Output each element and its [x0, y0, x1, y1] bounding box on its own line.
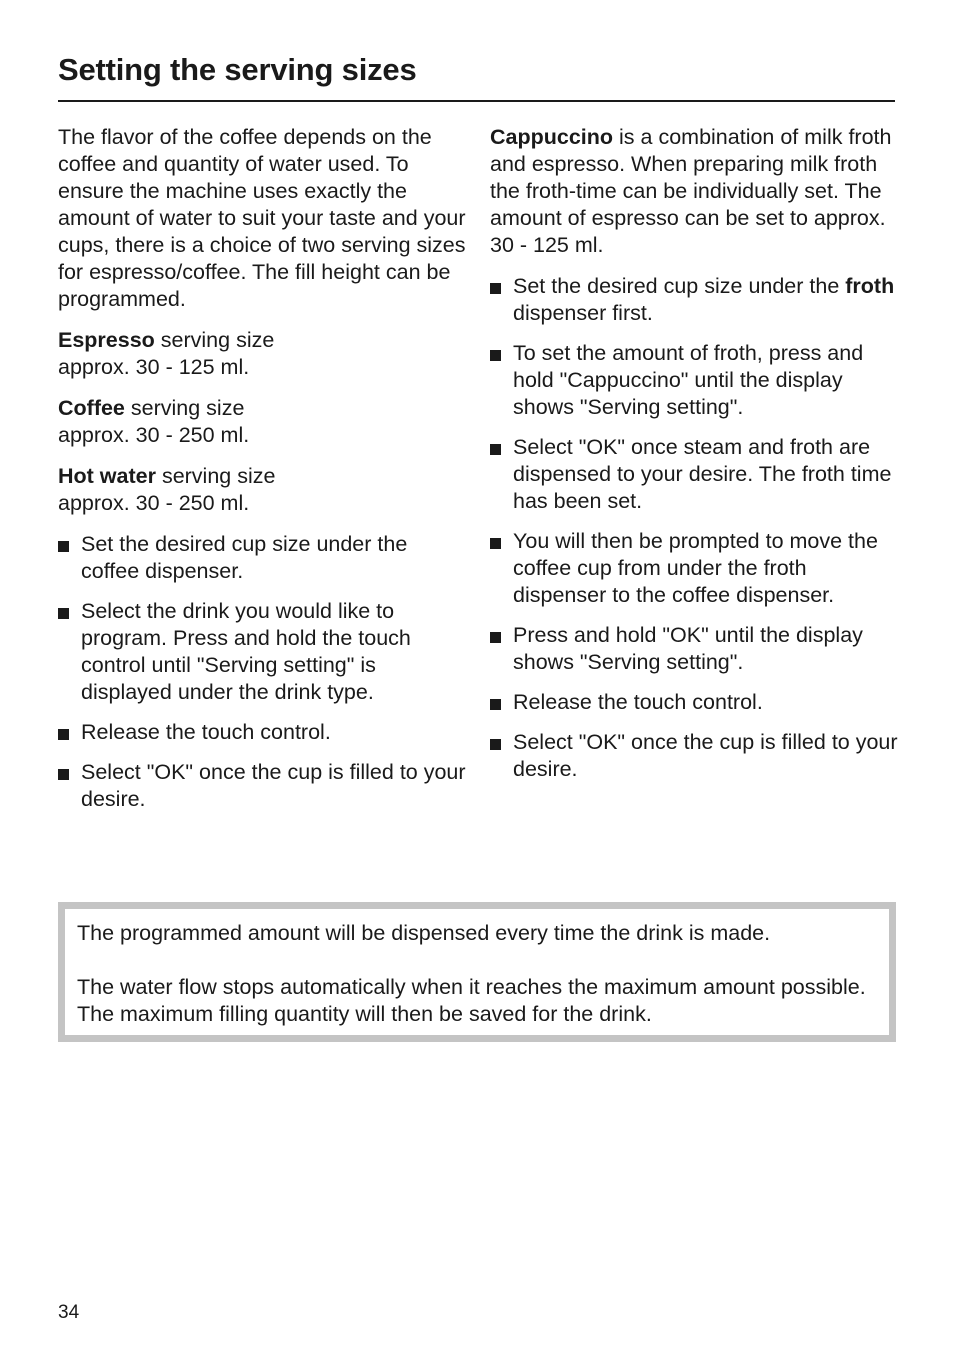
list-item — [490, 340, 900, 421]
square-bullet-icon — [490, 350, 501, 361]
cappuccino-description: is a combination of milk froth and espresso. When preparing milk froth the froth-time can be individually set. The amount of espresso can be set to approx. — [490, 125, 892, 230]
title-divider — [58, 100, 895, 102]
serving-size-range: approx. 30 - 250 ml. — [58, 491, 250, 515]
square-bullet-icon — [490, 444, 501, 455]
serving-size-name: Hot water — [58, 464, 156, 488]
note-line: The water flow stops automatically when it reaches the maximum amount possible. The maximum filling quantity will then be saved for the drink. — [77, 975, 866, 1026]
list-item — [58, 531, 468, 585]
intro-paragraph: The flavor of the coffee depends on the coffee and quantity of water used. To ensure the machine uses exactly the amount of water to suit your taste and your cups, there is a choice of two serving sizes for espresso/coffee. The fill height can be programmed. — [58, 125, 466, 311]
square-bullet-icon — [58, 608, 69, 619]
cappuccino-paragraph — [490, 124, 900, 259]
serving-size-name: Espresso — [58, 328, 155, 352]
list-item — [490, 729, 900, 783]
step-text-post: dispenser first. — [513, 301, 653, 325]
square-bullet-icon — [490, 739, 501, 750]
serving-size-label: serving size — [124, 396, 245, 420]
step-text: Select the drink you would like to program. Press and hold the touch control until "Serving setting" is displayed under the drink type. — [81, 599, 411, 704]
page-title: Setting the serving sizes — [58, 52, 417, 87]
step-text: Release the touch control. — [513, 690, 763, 714]
step-text-pre: Set the desired cup size under the — [513, 274, 846, 298]
step-text: Select "OK" once the cup is filled to your desire. — [81, 760, 466, 811]
square-bullet-icon — [58, 541, 69, 552]
step-text: Select "OK" once the cup is filled to your desire. — [513, 730, 898, 781]
list-item — [490, 528, 900, 609]
serving-size-hot-water — [58, 463, 468, 517]
square-bullet-icon — [58, 729, 69, 740]
cappuccino-range: 30 - 125 ml. — [490, 233, 604, 257]
serving-size-label: serving size — [154, 328, 275, 352]
square-bullet-icon — [490, 283, 501, 294]
list-item — [58, 719, 468, 746]
step-text: Press and hold "OK" until the display shows "Serving setting". — [513, 623, 863, 674]
right-steps-list — [490, 273, 900, 783]
cappuccino-term: Cappuccino — [490, 125, 614, 149]
step-text: Select "OK" once steam and froth are dispensed to your desire. The froth time has been set. — [513, 435, 892, 513]
step-text: To set the amount of froth, press and hold "Cappuccino" until the display shows "Serving setting". — [513, 341, 864, 419]
list-item — [58, 759, 468, 813]
serving-size-range: approx. 30 - 250 ml. — [58, 423, 250, 447]
note-line: The programmed amount will be dispensed every time the drink is made. — [77, 921, 771, 945]
step-text: Release the touch control. — [81, 720, 331, 744]
note-box — [58, 902, 896, 1042]
left-steps-list — [58, 531, 468, 813]
square-bullet-icon — [490, 699, 501, 710]
list-item — [490, 273, 900, 327]
serving-size-espresso — [58, 327, 468, 381]
square-bullet-icon — [490, 632, 501, 643]
square-bullet-icon — [58, 769, 69, 780]
list-item — [490, 622, 900, 676]
right-column — [490, 124, 900, 796]
page-number: 34 — [58, 1302, 80, 1323]
list-item — [58, 598, 468, 706]
serving-size-label: serving size — [155, 464, 276, 488]
serving-size-range: approx. 30 - 125 ml. — [58, 355, 250, 379]
square-bullet-icon — [490, 538, 501, 549]
step-text: Set the desired cup size under the coffee dispenser. — [81, 532, 408, 583]
list-item — [490, 689, 900, 716]
froth-term: froth — [845, 274, 895, 298]
serving-size-name: Coffee — [58, 396, 125, 420]
left-column — [58, 124, 468, 826]
serving-size-coffee — [58, 395, 468, 449]
list-item — [490, 434, 900, 515]
step-text: You will then be prompted to move the coffee cup from under the froth dispenser to the coffee dispenser. — [513, 529, 878, 607]
